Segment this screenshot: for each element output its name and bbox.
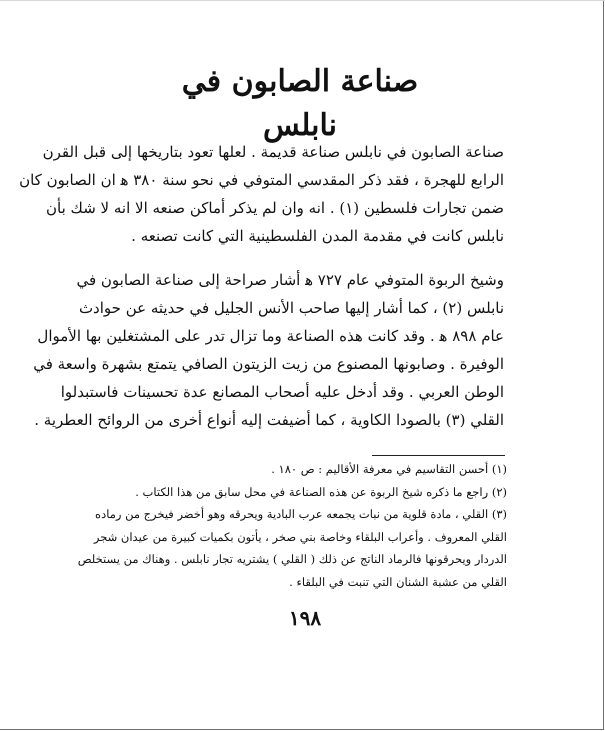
footnote-line: القلي المعروف . وأعراب البلقاء وخاصة بني صخر ، يأتون بكميات كبيرة من عيدان شجر — [93, 529, 507, 544]
text-line: الرابع للهجرة ، فقد ذكر المقدسي المتوفي في نحو سنة ٣٨٠ ﻫ ان الصابون كان — [19, 171, 504, 189]
footnote-line: (٣) القلي ، مادة قلوية من نبات يجمعه عرب البادية ويحرقه وهو أخضر فيخرج من رماده — [95, 507, 507, 521]
text-line: الوطن العربي . وقد أدخل عليه أصحاب المصانع عدة تحسينات فاستبدلوا — [60, 383, 504, 401]
page-title: صناعة الصابون في نابلس — [181, 64, 419, 143]
footnote-line: الدردار ويحرقونها فالرماد الناتج عن ذلك ( القلي ) يشتريه تجار نابلس . وهناك من يستخلص — [77, 552, 507, 566]
text-line: عام ٨٩٨ ﻫ . وقد كانت هذه الصناعة وما تزال تدر على المشتغلين بها الأموال — [37, 327, 504, 345]
top-border-line — [0, 0, 605, 1]
text-line: الوفيرة . وصابونها المصنوع من زيت الزيتون الصافي يتمتع بشهرة واسعة في — [33, 355, 504, 373]
text-line: ضمن تجارات فلسطين (١) . انه وان لم يذكر أماكن صنعه الا انه لا شك بأن — [46, 199, 504, 217]
text-line: وشيخ الربوة المتوفي عام ٧٢٧ ﻫ أشار صراحة إلى صناعة الصابون في — [76, 271, 504, 289]
text-line: نابلس (٢) ، كما أشار إليها صاحب الأنس الجليل في حديثه عن حوادث — [78, 299, 504, 317]
text-line: القلي (٣) بالصودا الكاوية ، كما أضيفت إليه أنواع أخرى من الروائح العطرية . — [34, 411, 504, 429]
paragraph-1 — [19, 138, 504, 250]
footnotes — [55, 458, 507, 593]
text-line: صناعة الصابون في نابلس صناعة قديمة . لعلها تعود بتاريخها إلى قبل القرن — [42, 143, 504, 161]
text-line: نابلس كانت في مقدمة المدن الفلسطينية التي كانت تصنعه . — [131, 227, 504, 245]
page-number: ١٩٨ — [288, 606, 322, 630]
paragraph-2 — [33, 266, 504, 434]
footnote-line: (١) أحسن التقاسيم في معرفة الأقاليم : ص ١٨٠ . — [271, 462, 507, 476]
footnote-separator — [372, 455, 505, 456]
footnote-line: (٢) راجع ما ذكره شيخ الربوة عن هذه الصناعة في محل سابق من هذا الكتاب . — [135, 484, 507, 499]
footnote-line: القلي من عشبة الشنان التي تنبت في البلقاء . — [289, 574, 507, 589]
